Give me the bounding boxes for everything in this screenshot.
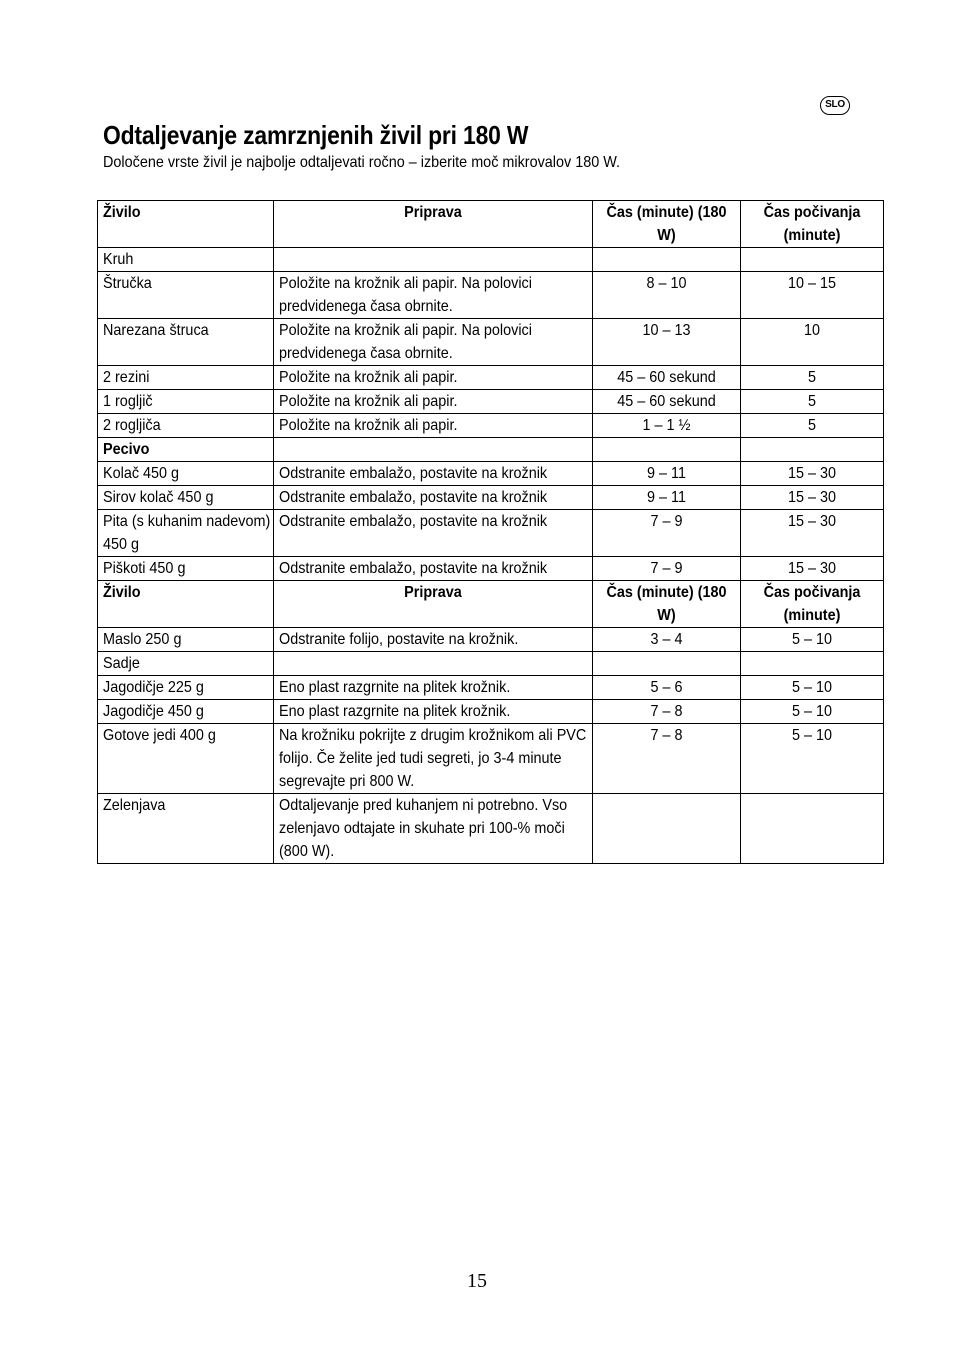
cell-text: 1 rogljič bbox=[103, 393, 153, 410]
cell-text: Na krožniku pokrijte z drugim krožnikom ali PVC folijo. Če želite jed tudi segreti, jo 3-4 minute segrevajte pri 800 W. bbox=[279, 727, 587, 790]
table-cell bbox=[741, 272, 884, 319]
table-cell bbox=[274, 272, 593, 319]
header-prep bbox=[274, 201, 593, 248]
cell-text: 15 – 30 bbox=[787, 560, 837, 577]
table-cell bbox=[741, 510, 884, 557]
header-rest bbox=[741, 201, 884, 248]
table-cell bbox=[98, 462, 274, 486]
defrost-table bbox=[97, 200, 884, 864]
cell-text: Sadje bbox=[103, 655, 140, 672]
table-cell bbox=[98, 390, 274, 414]
header-food bbox=[98, 201, 274, 248]
table-row bbox=[98, 438, 884, 462]
table-cell bbox=[98, 272, 274, 319]
table-cell bbox=[741, 581, 884, 628]
cell-text: Jagodičje 225 g bbox=[103, 679, 204, 696]
cell-text: 10 – 13 bbox=[642, 322, 691, 339]
table-cell bbox=[274, 652, 593, 676]
table-row bbox=[98, 390, 884, 414]
table-row bbox=[98, 366, 884, 390]
table-cell bbox=[274, 366, 593, 390]
cell-text: 15 – 30 bbox=[787, 465, 837, 482]
cell-text: 3 – 4 bbox=[650, 631, 683, 648]
table-row bbox=[98, 486, 884, 510]
table-cell bbox=[593, 414, 741, 438]
cell-text: 45 – 60 sekund bbox=[617, 393, 716, 410]
table-row bbox=[98, 272, 884, 319]
table-cell bbox=[274, 724, 593, 794]
cell-text: 7 – 8 bbox=[650, 727, 683, 744]
cell-text: Jagodičje 450 g bbox=[103, 703, 204, 720]
table-cell bbox=[741, 557, 884, 581]
table-cell bbox=[593, 272, 741, 319]
cell-text: 5 – 10 bbox=[791, 727, 833, 744]
table-cell bbox=[593, 724, 741, 794]
table-cell bbox=[741, 700, 884, 724]
cell-text: Štručka bbox=[103, 275, 152, 292]
cell-text: 2 rezini bbox=[103, 369, 150, 386]
cell-text: 15 – 30 bbox=[787, 513, 837, 530]
table-cell bbox=[741, 462, 884, 486]
table-cell bbox=[274, 462, 593, 486]
cell-text: 5 – 10 bbox=[791, 631, 833, 648]
table-cell bbox=[741, 486, 884, 510]
cell-text: Priprava bbox=[404, 204, 462, 221]
table-cell bbox=[274, 486, 593, 510]
table-row bbox=[98, 462, 884, 486]
table-header-row bbox=[98, 201, 884, 248]
table-cell bbox=[274, 390, 593, 414]
cell-text: Odstranite embalažo, postavite na krožnik bbox=[279, 560, 548, 577]
table-row bbox=[98, 652, 884, 676]
table-cell bbox=[741, 652, 884, 676]
table-cell bbox=[98, 248, 274, 272]
header-time bbox=[593, 201, 741, 248]
table-cell bbox=[593, 390, 741, 414]
table-cell bbox=[274, 794, 593, 864]
table-cell bbox=[98, 676, 274, 700]
table-cell bbox=[593, 462, 741, 486]
table-cell bbox=[274, 700, 593, 724]
table-cell bbox=[274, 319, 593, 366]
cell-text: Položite na krožnik ali papir. bbox=[279, 393, 458, 410]
table-cell bbox=[741, 438, 884, 462]
cell-text: Pita (s kuhanim nadevom) 450 g bbox=[103, 513, 271, 553]
page-number: 15 bbox=[467, 1270, 487, 1292]
cell-text: 1 – 1 ½ bbox=[642, 417, 691, 434]
table-cell bbox=[741, 724, 884, 794]
cell-text: Narezana štruca bbox=[103, 322, 209, 339]
table-cell bbox=[593, 628, 741, 652]
table-cell bbox=[593, 486, 741, 510]
cell-text: 5 bbox=[807, 393, 817, 410]
cell-text: 5 – 10 bbox=[791, 679, 833, 696]
table-cell bbox=[741, 248, 884, 272]
cell-text: 7 – 9 bbox=[650, 560, 683, 577]
page-title: Odtaljevanje zamrznjenih živil pri 180 W bbox=[103, 120, 529, 150]
cell-text: Odstranite embalažo, postavite na krožnik bbox=[279, 465, 548, 482]
table-cell bbox=[593, 319, 741, 366]
cell-text: 10 bbox=[803, 322, 821, 339]
table-cell bbox=[593, 700, 741, 724]
cell-text: Piškoti 450 g bbox=[103, 560, 186, 577]
cell-text: Sirov kolač 450 g bbox=[103, 489, 214, 506]
cell-text: Priprava bbox=[404, 584, 462, 601]
table-row bbox=[98, 510, 884, 557]
cell-text: 5 – 10 bbox=[791, 703, 833, 720]
cell-text: Kolač 450 g bbox=[103, 465, 180, 482]
cell-text: Položite na krožnik ali papir. Na polovici predvidenega časa obrnite. bbox=[279, 322, 532, 362]
cell-text: 2 rogljiča bbox=[103, 417, 161, 434]
table-cell bbox=[274, 676, 593, 700]
table-cell bbox=[741, 319, 884, 366]
cell-text: Odstranite folijo, postavite na krožnik. bbox=[279, 631, 519, 648]
table-cell bbox=[98, 581, 274, 628]
table-cell bbox=[98, 652, 274, 676]
table-header-row-repeat bbox=[98, 581, 884, 628]
table-cell bbox=[741, 794, 884, 864]
table-cell bbox=[741, 628, 884, 652]
cell-text: Odstranite embalažo, postavite na krožnik bbox=[279, 513, 548, 530]
cell-text: Kruh bbox=[103, 251, 134, 268]
cell-text: 45 – 60 sekund bbox=[617, 369, 716, 386]
table-row bbox=[98, 248, 884, 272]
cell-text: Položite na krožnik ali papir. bbox=[279, 417, 458, 434]
cell-text: Pecivo bbox=[103, 441, 150, 458]
table-row bbox=[98, 676, 884, 700]
language-badge: SLO bbox=[820, 96, 850, 115]
table-cell bbox=[741, 676, 884, 700]
cell-text: 10 – 15 bbox=[787, 275, 837, 292]
table-cell bbox=[98, 628, 274, 652]
cell-text: Živilo bbox=[103, 204, 141, 221]
table-cell bbox=[274, 581, 593, 628]
table-cell bbox=[98, 414, 274, 438]
table-row bbox=[98, 414, 884, 438]
table-cell bbox=[741, 414, 884, 438]
table-cell bbox=[593, 510, 741, 557]
table-cell bbox=[98, 366, 274, 390]
table-cell bbox=[98, 438, 274, 462]
cell-text: 5 bbox=[807, 417, 817, 434]
cell-text: 5 – 6 bbox=[650, 679, 683, 696]
table-cell bbox=[593, 652, 741, 676]
cell-text: 8 – 10 bbox=[646, 275, 687, 292]
table-cell bbox=[593, 794, 741, 864]
cell-text: Čas (minute) (180 W) bbox=[606, 204, 727, 244]
cell-text: 15 – 30 bbox=[787, 489, 837, 506]
cell-text: Eno plast razgrnite na plitek krožnik. bbox=[279, 679, 511, 696]
cell-text: Zelenjava bbox=[103, 797, 166, 814]
table-cell bbox=[98, 486, 274, 510]
table-cell bbox=[98, 510, 274, 557]
cell-text: Čas (minute) (180 W) bbox=[606, 584, 727, 624]
table-row bbox=[98, 557, 884, 581]
table-row bbox=[98, 628, 884, 652]
table-cell bbox=[274, 557, 593, 581]
page-subtitle: Določene vrste živil je najbolje odtaljevati ročno – izberite moč mikrovalov 180 W. bbox=[103, 154, 621, 171]
cell-text: 7 – 8 bbox=[650, 703, 683, 720]
cell-text: 9 – 11 bbox=[647, 489, 686, 506]
table-cell bbox=[98, 557, 274, 581]
cell-text: Gotove jedi 400 g bbox=[103, 727, 216, 744]
table-cell bbox=[593, 366, 741, 390]
cell-text: Položite na krožnik ali papir. Na polovici predvidenega časa obrnite. bbox=[279, 275, 532, 315]
cell-text: Eno plast razgrnite na plitek krožnik. bbox=[279, 703, 511, 720]
table-cell bbox=[741, 390, 884, 414]
table-cell bbox=[274, 248, 593, 272]
table-row bbox=[98, 700, 884, 724]
table-cell bbox=[98, 724, 274, 794]
table-cell bbox=[593, 581, 741, 628]
cell-text: Čas počivanja (minute) bbox=[763, 204, 861, 244]
table-cell bbox=[98, 319, 274, 366]
table-row bbox=[98, 319, 884, 366]
cell-text: Živilo bbox=[103, 584, 141, 601]
table-cell bbox=[593, 676, 741, 700]
cell-text: Odtaljevanje pred kuhanjem ni potrebno. Vso zelenjavo odtajate in skuhate pri 100-% moči (800 W). bbox=[279, 797, 568, 860]
table-cell bbox=[741, 366, 884, 390]
table-cell bbox=[593, 438, 741, 462]
table-cell bbox=[98, 700, 274, 724]
cell-text: Odstranite embalažo, postavite na krožnik bbox=[279, 489, 548, 506]
cell-text: 9 – 11 bbox=[647, 465, 686, 482]
cell-text: Čas počivanja (minute) bbox=[763, 584, 861, 624]
cell-text: Maslo 250 g bbox=[103, 631, 182, 648]
table-cell bbox=[593, 557, 741, 581]
cell-text: 5 bbox=[807, 369, 817, 386]
table-row bbox=[98, 794, 884, 864]
table-cell bbox=[593, 248, 741, 272]
table-cell bbox=[98, 794, 274, 864]
table-cell bbox=[274, 510, 593, 557]
table-cell bbox=[274, 628, 593, 652]
table-row bbox=[98, 724, 884, 794]
cell-text: 7 – 9 bbox=[650, 513, 683, 530]
table-cell bbox=[274, 414, 593, 438]
cell-text: Položite na krožnik ali papir. bbox=[279, 369, 458, 386]
table-cell bbox=[274, 438, 593, 462]
